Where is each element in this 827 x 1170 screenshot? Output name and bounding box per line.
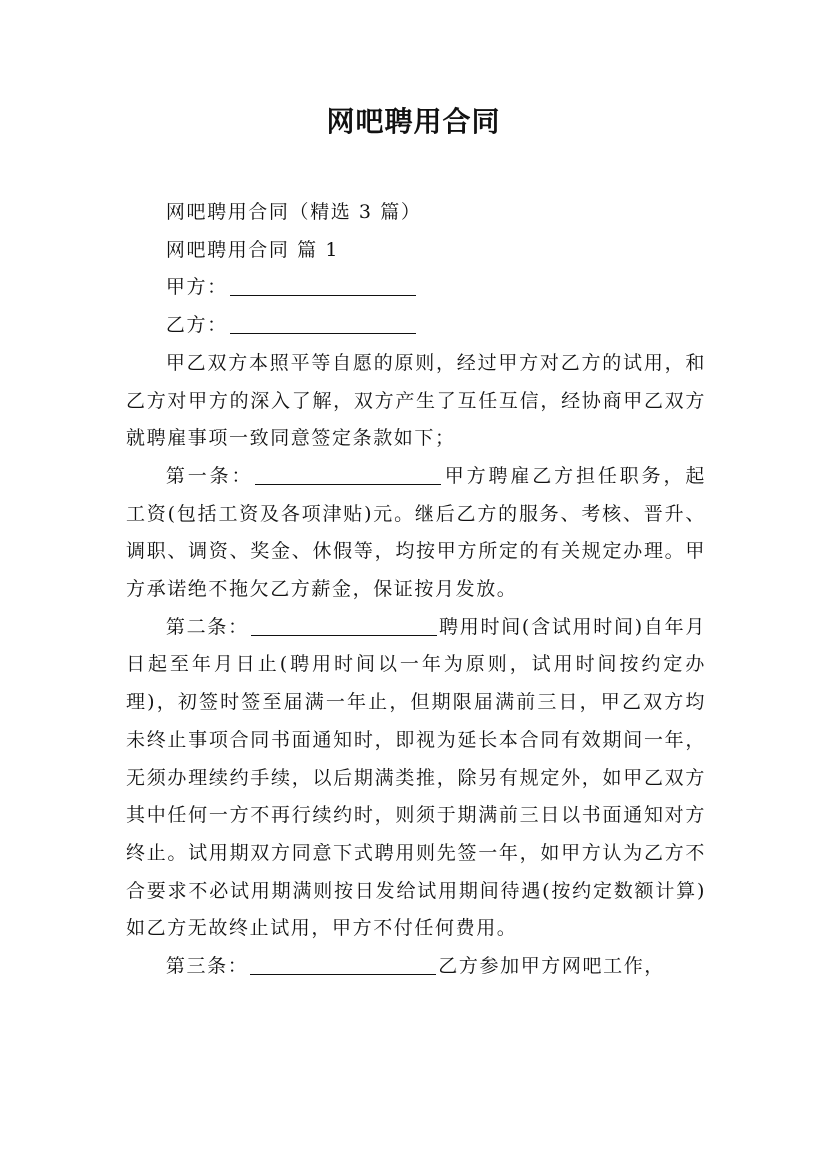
party-a-line (126, 269, 706, 307)
article-3-text: 乙方参加甲方网吧工作， (438, 955, 665, 978)
article-1-label: 第一条： (165, 464, 254, 487)
document-body (126, 194, 706, 986)
party-a-label: 甲方： (165, 276, 228, 299)
intro-paragraph: 甲乙双方本照平等自愿的原则，经过甲方对乙方的试用，和乙方对甲方的深入了解，双方产生了互任互信，经协商甲乙双方就聘雇事项一致同意签定条款如下； (126, 351, 706, 450)
party-b-line (126, 307, 706, 345)
article-2-blank (251, 615, 437, 636)
article-3 (126, 948, 706, 986)
article-3-blank (250, 954, 436, 975)
article-1-blank (255, 464, 441, 485)
party-b-blank (230, 313, 416, 334)
article-3-label: 第三条： (165, 955, 249, 978)
article-1 (126, 458, 706, 609)
party-a-blank (230, 275, 416, 296)
article-2-label: 第二条： (165, 615, 249, 638)
document-title: 网吧聘用合同 (326, 105, 501, 138)
article-2 (126, 609, 706, 948)
article-1-text: 甲方聘雇乙方担任职务，起工资(包括工资及各项津贴)元。继后乙方的服务、考核、晋升、调职、调资、奖金、休假等，均按甲方所定的有关规定办理。甲方承诺绝不拖欠乙方薪金，保证按月发放。 (126, 464, 706, 601)
party-b-label: 乙方： (165, 314, 228, 337)
subtitle: 网吧聘用合同（精选 3 篇） (165, 201, 422, 223)
article-2-text: 聘用时间(含试用时间)自年月日起至年月日止(聘用时间以一年为原则，试用时间按约定办理)，初签时签至届满一年止，但期限届满前三日，甲乙双方均未终止事项合同书面通知时，即视为延长本合同有效期间一年，无须办理续约手续，以后期满类推，除另有规定外，如甲乙双方其中任何一方不再行续约时，则须于期满前三日以书面通知对方终止。试用期双方同意下式聘用则先签一年，如甲方认为乙方不合要求不必试用期满则按日发给试用期间待遇(按约定数额计算)如乙方无故终止试用，甲方不付任何费用。 (126, 615, 706, 940)
section-heading: 网吧聘用合同 篇 1 (165, 238, 340, 261)
